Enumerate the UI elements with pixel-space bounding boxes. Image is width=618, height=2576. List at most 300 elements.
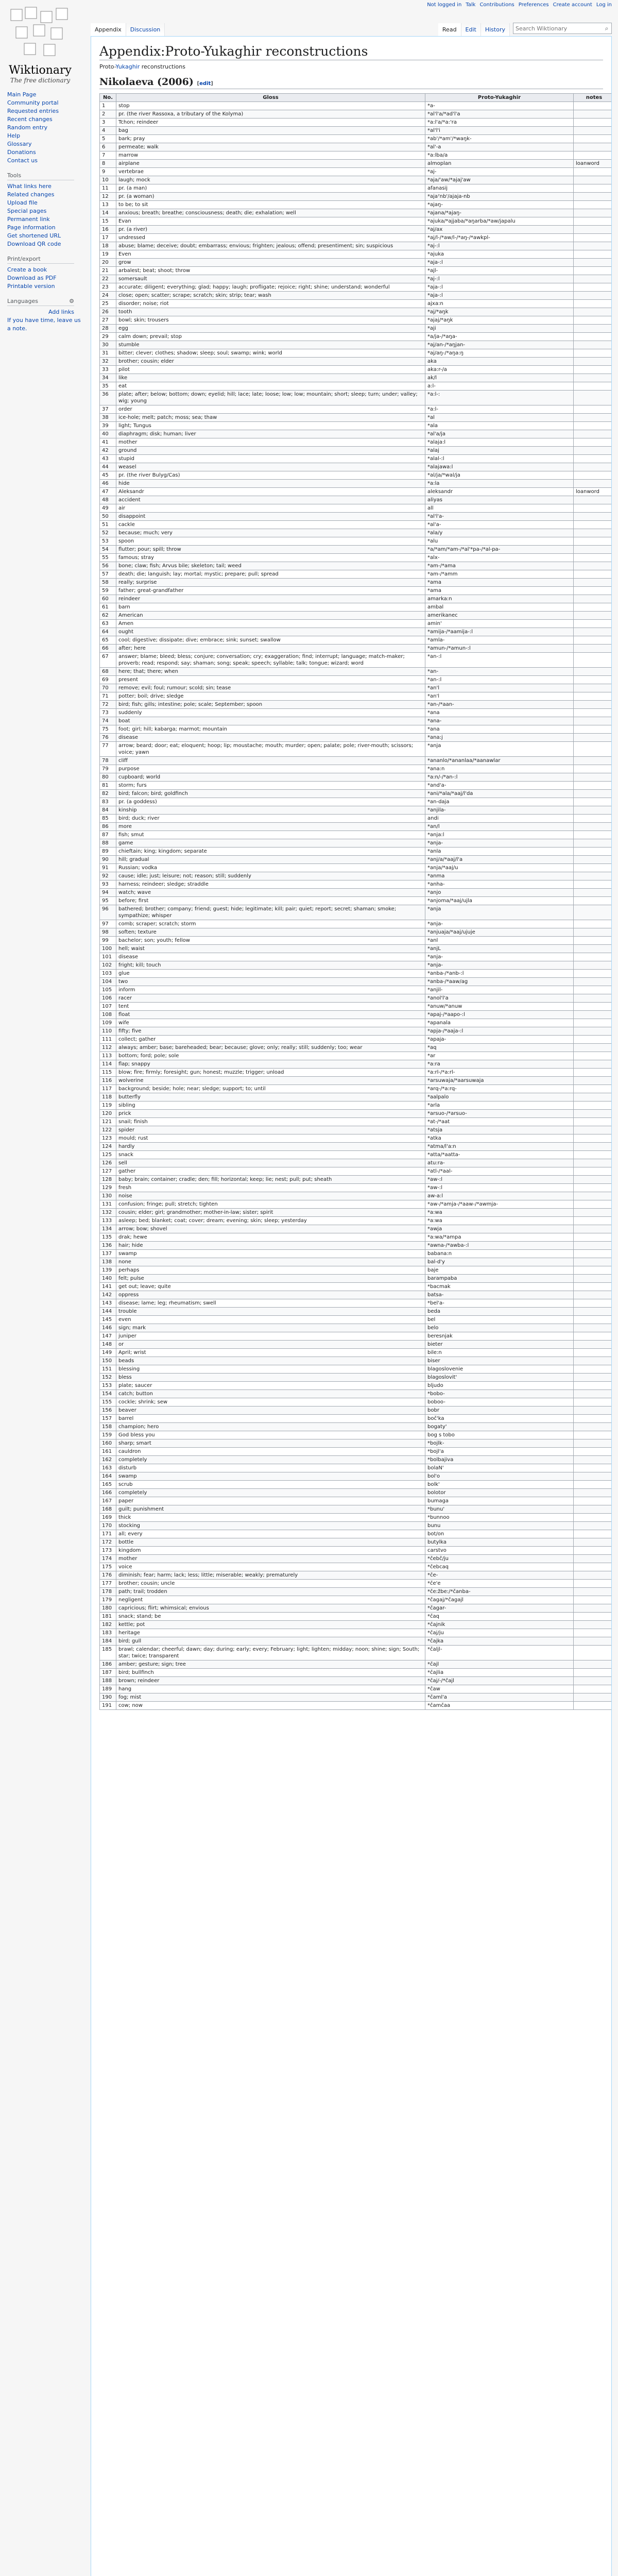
cell-proto-yukaghir: *anol'l'a [425, 994, 574, 1003]
cell-gloss: storm; furs [116, 782, 425, 790]
cell-gloss: bone; claw; fish; Arvus bile; skeleton; tail; weed [116, 562, 425, 570]
cell-notes [574, 1522, 612, 1530]
cell-gloss: fog; mist [116, 1693, 425, 1702]
cell-no: 117 [100, 1085, 116, 1093]
sidebar-item-main-page[interactable]: Main Page [7, 91, 37, 98]
table-row [100, 1052, 612, 1060]
column-header-no[interactable]: No. [100, 94, 116, 102]
cell-notes [574, 250, 612, 259]
cell-no: 114 [100, 1060, 116, 1069]
cell-proto-yukaghir: beda [425, 1308, 574, 1316]
cell-proto-yukaghir: *ama [425, 587, 574, 595]
cell-notes [574, 1052, 612, 1060]
cell-no: 116 [100, 1077, 116, 1085]
cell-notes [574, 806, 612, 815]
cell-gloss: cause; idle; just; leisure; not; reason; still; suddenly [116, 872, 425, 880]
print-heading-label: Print/export [7, 256, 41, 262]
cell-no: 52 [100, 529, 116, 537]
cell-no: 188 [100, 1677, 116, 1685]
cell-gloss: disappoint [116, 513, 425, 521]
cell-notes [574, 1151, 612, 1159]
cell-notes [574, 430, 612, 438]
table-row [100, 110, 612, 118]
cell-notes [574, 920, 612, 928]
table-row [100, 880, 612, 889]
cell-gloss: pr. (a woman) [116, 193, 425, 201]
cell-proto-yukaghir: *čagaj/*čagajl [425, 1596, 574, 1604]
cell-no: 163 [100, 1464, 116, 1472]
search-input[interactable] [513, 25, 602, 32]
cell-no: 66 [100, 645, 116, 653]
cell-proto-yukaghir: *an'l [425, 692, 574, 701]
cell-no: 125 [100, 1151, 116, 1159]
cell-proto-yukaghir: *a/*am/*am-/*al'*pa-/*al-pa- [425, 546, 574, 554]
cell-notes [574, 1629, 612, 1637]
table-row [100, 1555, 612, 1563]
cell-notes [574, 1685, 612, 1693]
table-row [100, 831, 612, 839]
cell-no: 90 [100, 856, 116, 864]
cell-no: 55 [100, 554, 116, 562]
table-row [100, 928, 612, 937]
cell-proto-yukaghir: bunu [425, 1522, 574, 1530]
cell-no: 39 [100, 422, 116, 430]
cell-notes [574, 1677, 612, 1685]
cell-proto-yukaghir: *anjL [425, 945, 574, 953]
cell-gloss: Even [116, 250, 425, 259]
cell-proto-yukaghir: butylka [425, 1538, 574, 1547]
cell-gloss: mother [116, 1555, 425, 1563]
cell-no: 9 [100, 168, 116, 176]
cell-no: 123 [100, 1134, 116, 1143]
cell-gloss: disease; lame; leg; rheumatism; swell [116, 1299, 425, 1308]
cell-proto-yukaghir: *anha- [425, 880, 574, 889]
leave-note-link[interactable]: If you have time, leave us a note. [7, 317, 81, 332]
cell-no: 1 [100, 102, 116, 110]
cell-gloss: remove; evil; foul; rumour; scold; sin; tease [116, 684, 425, 692]
cell-proto-yukaghir: *če'e [425, 1580, 574, 1588]
search-icon[interactable]: ⌕ [605, 24, 609, 32]
cell-no: 129 [100, 1184, 116, 1192]
table-row [100, 1464, 612, 1472]
cell-no: 153 [100, 1382, 116, 1390]
cell-gloss: spoon [116, 537, 425, 546]
cell-gloss: airplane [116, 160, 425, 168]
page-tabs [91, 20, 612, 36]
cell-gloss: Amen [116, 620, 425, 628]
cell-notes [574, 1242, 612, 1250]
cell-no: 160 [100, 1439, 116, 1448]
table-row [100, 1242, 612, 1250]
cell-gloss: capricious; flirt; whimsical; envious [116, 1604, 425, 1613]
table-row [100, 513, 612, 521]
column-header-proto-yukaghir[interactable]: Proto-Yukaghir [425, 94, 574, 102]
cell-notes [574, 905, 612, 920]
cell-notes [574, 201, 612, 209]
table-row [100, 1646, 612, 1660]
cell-no: 171 [100, 1530, 116, 1538]
tab-appendix[interactable]: Appendix [91, 23, 126, 36]
cell-notes [574, 1275, 612, 1283]
sidebar-item-donations[interactable]: Donations [7, 149, 36, 156]
cell-no: 3 [100, 118, 116, 127]
cell-notes [574, 1390, 612, 1398]
cell-gloss: kingdom [116, 1547, 425, 1555]
cell-no: 137 [100, 1250, 116, 1258]
cell-proto-yukaghir: *a:wa [425, 1217, 574, 1225]
cell-no: 64 [100, 628, 116, 636]
table-row [100, 168, 612, 176]
personal-link-preferences[interactable]: Preferences [518, 2, 549, 8]
cell-gloss: April; wrist [116, 1349, 425, 1357]
cell-no: 60 [100, 595, 116, 603]
cell-proto-yukaghir: boboo- [425, 1398, 574, 1406]
cell-no: 6 [100, 143, 116, 151]
cell-notes [574, 1563, 612, 1571]
cell-notes [574, 405, 612, 414]
cell-notes [574, 193, 612, 201]
cell-notes [574, 701, 612, 709]
table-row [100, 945, 612, 953]
sidebar-item-contact-us[interactable]: Contact us [7, 157, 38, 164]
cell-notes [574, 1406, 612, 1415]
table-row [100, 1077, 612, 1085]
cell-no: 11 [100, 184, 116, 193]
cell-no: 181 [100, 1613, 116, 1621]
table-row [100, 1069, 612, 1077]
tab-discussion[interactable]: Discussion [126, 23, 165, 36]
sidebar-item-community-portal[interactable]: Community portal [7, 99, 59, 106]
cell-gloss: light; Tungus [116, 422, 425, 430]
cell-no: 18 [100, 242, 116, 250]
sidebar-item-requested-entries[interactable]: Requested entries [7, 108, 59, 114]
cell-notes [574, 790, 612, 798]
cell-proto-yukaghir: *an'l [425, 684, 574, 692]
table-row [100, 1382, 612, 1390]
cell-gloss: sharp; smart [116, 1439, 425, 1448]
cell-no: 173 [100, 1547, 116, 1555]
cell-notes [574, 242, 612, 250]
sidebar-item-special-pages[interactable]: Special pages [7, 208, 47, 214]
logo-tiles-icon [7, 4, 74, 61]
cell-notes [574, 636, 612, 645]
table-row [100, 1390, 612, 1398]
cell-proto-yukaghir: *an- [425, 668, 574, 676]
table-row [100, 554, 612, 562]
cell-no: 159 [100, 1431, 116, 1439]
cell-proto-yukaghir: *čajka [425, 1637, 574, 1646]
cell-notes [574, 1613, 612, 1621]
cell-notes [574, 480, 612, 488]
cell-gloss: wolverine [116, 1077, 425, 1085]
cell-no: 63 [100, 620, 116, 628]
table-row [100, 308, 612, 316]
cell-gloss: catch; button [116, 1390, 425, 1398]
sidebar-item-glossary[interactable]: Glossary [7, 141, 32, 147]
sidebar-item-random-entry[interactable]: Random entry [7, 124, 48, 131]
table-row [100, 1093, 612, 1101]
cell-proto-yukaghir: bogaty' [425, 1423, 574, 1431]
cell-proto-yukaghir: *ajuka/*ajjaba/*aŋarba/*aw/japalu [425, 217, 574, 226]
table-row [100, 250, 612, 259]
table-row [100, 259, 612, 267]
cell-gloss: scrub [116, 1481, 425, 1489]
cell-no: 7 [100, 151, 116, 160]
view-tabs [438, 20, 612, 36]
sidebar-item-permanent-link[interactable]: Permanent link [7, 216, 50, 223]
table-row [100, 1588, 612, 1596]
personal-link-contributions[interactable]: Contributions [479, 2, 514, 8]
table-row [100, 127, 612, 135]
cell-no: 56 [100, 562, 116, 570]
cell-proto-yukaghir: *čaml'a [425, 1693, 574, 1702]
tab-history[interactable]: History [481, 23, 510, 36]
cell-no: 111 [100, 1036, 116, 1044]
sidebar-item-printable-version[interactable]: Printable version [7, 283, 55, 290]
sidebar-languages-heading [7, 298, 74, 306]
table-row [100, 1266, 612, 1275]
column-header-notes[interactable]: notes [574, 94, 612, 102]
cell-proto-yukaghir: *aja-:l [425, 259, 574, 267]
cell-no: 71 [100, 692, 116, 701]
cell-proto-yukaghir: *ajuka [425, 250, 574, 259]
cell-gloss: none [116, 1258, 425, 1266]
cell-notes [574, 283, 612, 292]
cell-gloss: American [116, 612, 425, 620]
table-row [100, 333, 612, 341]
sidebar-item-what-links-here[interactable]: What links here [7, 183, 52, 190]
cell-notes [574, 366, 612, 374]
table-row [100, 1505, 612, 1514]
cell-gloss: ice-hole; melt; patch; moss; sea; thaw [116, 414, 425, 422]
cell-gloss: weasel [116, 463, 425, 471]
gear-icon[interactable]: ⚙ [69, 298, 74, 304]
table-row [100, 978, 612, 986]
sidebar-item-help[interactable]: Help [7, 132, 21, 139]
cell-gloss: fresh [116, 1184, 425, 1192]
subtitle-link-yukaghir[interactable]: Yukaghir [115, 63, 140, 70]
table-row [100, 742, 612, 757]
cell-proto-yukaghir: *anja- [425, 920, 574, 928]
cell-gloss: stocking [116, 1522, 425, 1530]
section-edit-link[interactable]: edit [199, 81, 211, 87]
cell-no: 141 [100, 1283, 116, 1291]
cell-proto-yukaghir: *ar [425, 1052, 574, 1060]
cell-no: 82 [100, 790, 116, 798]
cell-no: 101 [100, 953, 116, 961]
cell-no: 155 [100, 1398, 116, 1406]
cell-proto-yukaghir: *apaj-/*aapo-:l [425, 1011, 574, 1019]
cell-gloss: undressed [116, 234, 425, 242]
cell-proto-yukaghir: *aalpalo [425, 1093, 574, 1101]
cell-notes [574, 1266, 612, 1275]
sidebar-tools-heading [7, 172, 74, 180]
table-row [100, 1044, 612, 1052]
cell-notes [574, 110, 612, 118]
cell-proto-yukaghir: bumaga [425, 1497, 574, 1505]
cell-notes [574, 1456, 612, 1464]
cell-notes [574, 1077, 612, 1085]
cell-no: 28 [100, 325, 116, 333]
cell-gloss: drak; hewe [116, 1233, 425, 1242]
add-links-button[interactable]: Add links [48, 309, 74, 315]
cell-proto-yukaghir: *bojlk- [425, 1439, 574, 1448]
cell-proto-yukaghir: *anuw/*anuw [425, 1003, 574, 1011]
cell-proto-yukaghir: *a/ja-/*aŋa- [425, 333, 574, 341]
cell-no: 146 [100, 1324, 116, 1332]
site-logo[interactable] [4, 4, 76, 84]
cell-notes [574, 1588, 612, 1596]
cell-gloss: background; beside; hole; near; sledge; support; to; until [116, 1085, 425, 1093]
cell-no: 62 [100, 612, 116, 620]
cell-proto-yukaghir: *aja-:l [425, 283, 574, 292]
cell-proto-yukaghir: *alajawa:l [425, 463, 574, 471]
cell-gloss: juniper [116, 1332, 425, 1341]
cell-no: 53 [100, 537, 116, 546]
cell-no: 133 [100, 1217, 116, 1225]
cell-no: 51 [100, 521, 116, 529]
table-header-row [100, 94, 612, 102]
cell-no: 172 [100, 1538, 116, 1547]
table-row [100, 1316, 612, 1324]
cell-notes [574, 333, 612, 341]
cell-proto-yukaghir: *ana [425, 725, 574, 734]
cell-notes [574, 1085, 612, 1093]
cell-notes [574, 300, 612, 308]
table-row [100, 292, 612, 300]
table-row [100, 612, 612, 620]
cell-gloss: bottle [116, 1538, 425, 1547]
cell-notes [574, 823, 612, 831]
cell-gloss: swamp [116, 1472, 425, 1481]
cell-proto-yukaghir: *am-/*amm [425, 570, 574, 579]
cell-gloss: disease [116, 953, 425, 961]
cell-no: 16 [100, 226, 116, 234]
cell-no: 177 [100, 1580, 116, 1588]
cell-no: 93 [100, 880, 116, 889]
cell-proto-yukaghir: *aq [425, 1044, 574, 1052]
cell-gloss: accident [116, 496, 425, 504]
cell-gloss: bird; fish; gills; intestine; pole; scale; September; spoon [116, 701, 425, 709]
cell-notes [574, 1398, 612, 1406]
cell-notes [574, 757, 612, 765]
cell-gloss: oppress [116, 1291, 425, 1299]
sidebar-item-related-changes[interactable]: Related changes [7, 191, 55, 198]
cell-notes [574, 118, 612, 127]
cell-gloss: answer; blame; bleed; bless; conjure; conversation; cry; exaggeration; find; interrupt; language; match-maker; proverb; read; respond; say; shaman; song; speak; speech; syllable; talk; tongue; wizard; word [116, 653, 425, 668]
table-row [100, 504, 612, 513]
table-row [100, 438, 612, 447]
cell-no: 68 [100, 668, 116, 676]
cell-notes [574, 422, 612, 430]
cell-no: 157 [100, 1415, 116, 1423]
sidebar-item-download-qr-code[interactable]: Download QR code [7, 241, 61, 247]
cell-notes [574, 653, 612, 668]
cell-gloss: reindeer [116, 595, 425, 603]
cell-proto-yukaghir: *an-:l [425, 653, 574, 668]
table-row [100, 341, 612, 349]
sidebar-item-download-pdf[interactable]: Download as PDF [7, 275, 57, 281]
cell-proto-yukaghir: *aj/*aŋk [425, 308, 574, 316]
cell-gloss: sign; mark [116, 1324, 425, 1332]
table-row [100, 316, 612, 325]
personal-link-log-in[interactable]: Log in [596, 2, 612, 8]
cell-notes [574, 127, 612, 135]
cell-gloss: bitter; clever; clothes; shadow; sleep; soul; swamp; wink; world [116, 349, 425, 358]
cell-gloss: mother [116, 438, 425, 447]
cell-gloss: Tchon; reindeer [116, 118, 425, 127]
cell-no: 100 [100, 945, 116, 953]
cell-proto-yukaghir: *alal-:l [425, 455, 574, 463]
cell-proto-yukaghir: *a:l-: [425, 391, 574, 405]
personal-link-create-account[interactable]: Create account [553, 2, 592, 8]
table-row [100, 1275, 612, 1283]
cell-gloss: guilt; punishment [116, 1505, 425, 1514]
column-header-gloss[interactable]: Gloss [116, 94, 425, 102]
sidebar-item-recent-changes[interactable]: Recent changes [7, 116, 53, 123]
cell-proto-yukaghir: *čaw [425, 1685, 574, 1693]
table-row [100, 1406, 612, 1415]
cell-no: 168 [100, 1505, 116, 1514]
cell-notes [574, 1365, 612, 1374]
sidebar-item-upload-file[interactable]: Upload file [7, 199, 38, 206]
table-row [100, 1629, 612, 1637]
cell-proto-yukaghir: *a:l'a/*a:'ra [425, 118, 574, 127]
cell-no: 54 [100, 546, 116, 554]
cell-gloss: pr. (the river Bulyg/Cas) [116, 471, 425, 480]
sidebar-item-create-book[interactable]: Create a book [7, 266, 47, 273]
cell-no: 34 [100, 374, 116, 382]
cell-no: 180 [100, 1604, 116, 1613]
cell-notes [574, 1003, 612, 1011]
cell-proto-yukaghir: *anja- [425, 839, 574, 848]
table-row [100, 1685, 612, 1693]
tab-read[interactable]: Read [438, 23, 461, 36]
sidebar-item-page-information[interactable]: Page information [7, 224, 56, 231]
personal-link-talk[interactable]: Talk [466, 2, 476, 8]
cell-gloss: wife [116, 1019, 425, 1027]
table-row [100, 570, 612, 579]
table-row [100, 471, 612, 480]
cell-notes [574, 217, 612, 226]
cell-proto-yukaghir: *an/l [425, 823, 574, 831]
cell-no: 165 [100, 1481, 116, 1489]
table-row [100, 970, 612, 978]
cell-notes [574, 798, 612, 806]
cell-no: 85 [100, 815, 116, 823]
table-row [100, 1357, 612, 1365]
table-row [100, 1596, 612, 1604]
table-row [100, 701, 612, 709]
table-row [100, 889, 612, 897]
cell-notes [574, 1044, 612, 1052]
sidebar-item-get-shortened-url[interactable]: Get shortened URL [7, 232, 61, 239]
cell-gloss: mould; rust [116, 1134, 425, 1143]
cell-gloss: even [116, 1316, 425, 1324]
cell-notes [574, 176, 612, 184]
cell-no: 22 [100, 275, 116, 283]
table-row [100, 1563, 612, 1571]
cell-proto-yukaghir: *anja/*aaj/u [425, 864, 574, 872]
cell-gloss: father; great-grandfather [116, 587, 425, 595]
cell-notes [574, 1693, 612, 1702]
cell-notes [574, 504, 612, 513]
cell-no: 8 [100, 160, 116, 168]
cell-gloss: pr. (a river) [116, 226, 425, 234]
cell-gloss: grow [116, 259, 425, 267]
tab-edit[interactable]: Edit [461, 23, 481, 36]
table-row [100, 1118, 612, 1126]
